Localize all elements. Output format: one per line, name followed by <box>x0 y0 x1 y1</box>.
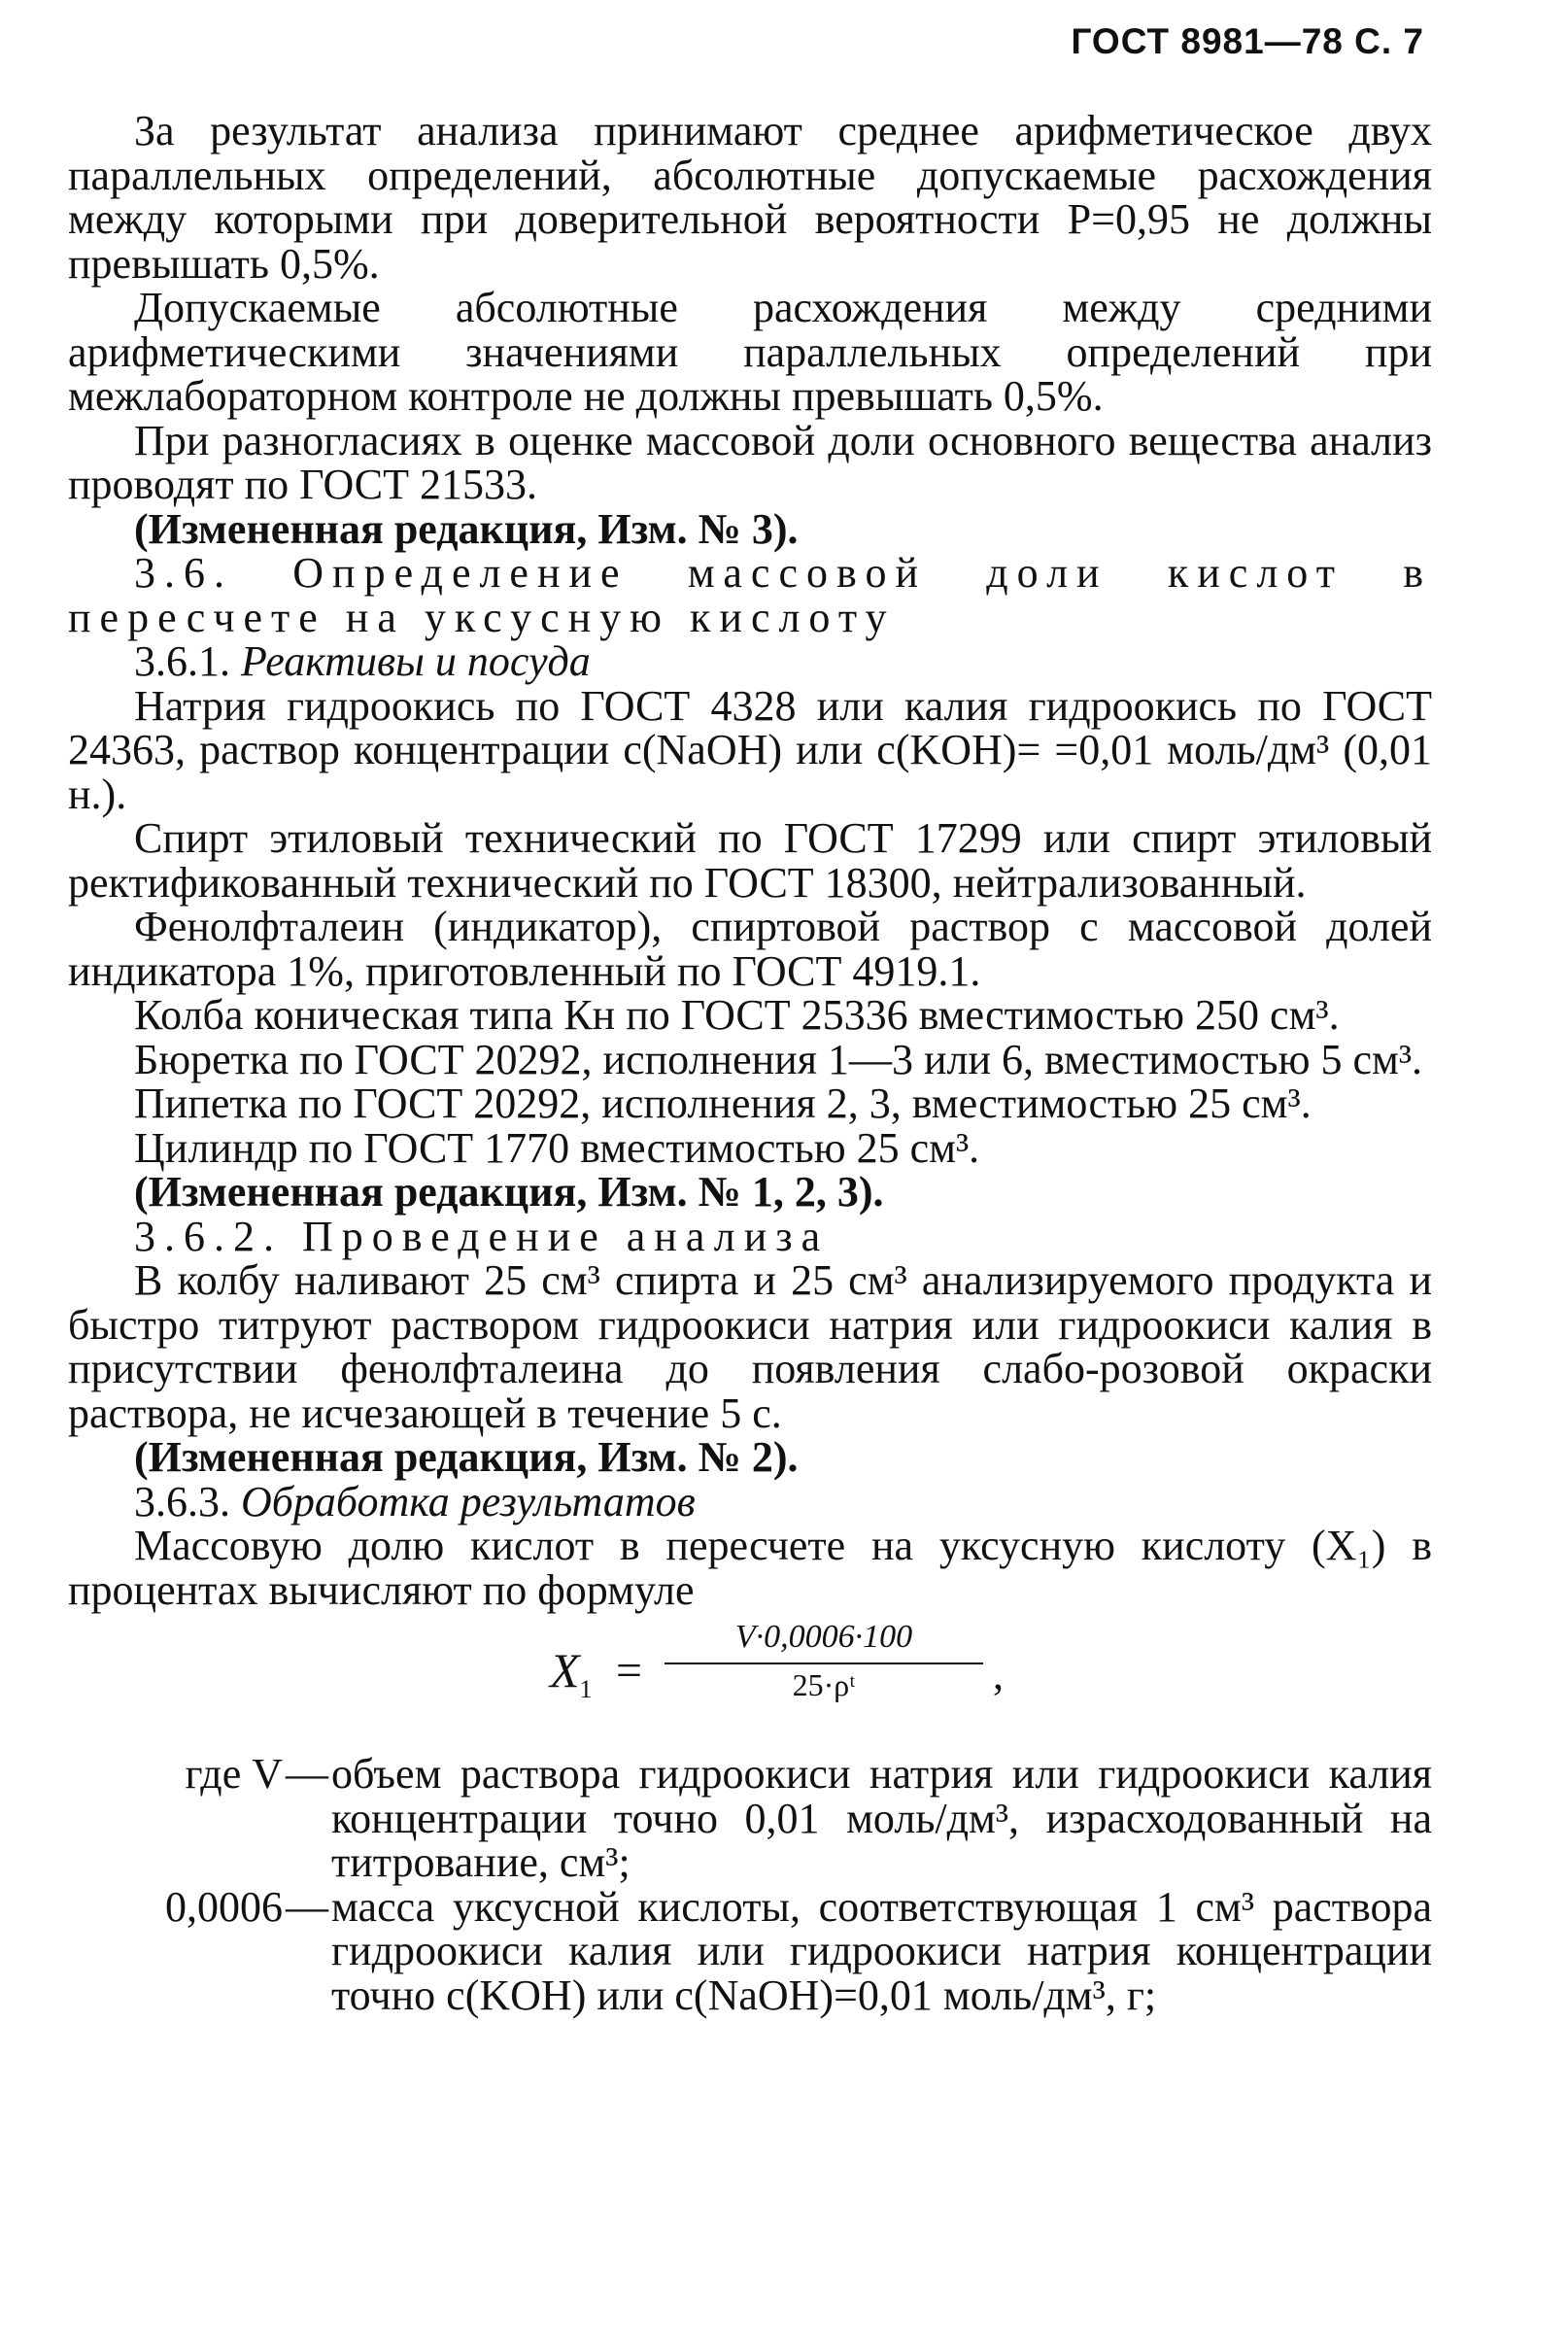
amendment-note-3: (Измененная редакция, Изм. № 3). <box>134 504 799 553</box>
formula-variable: X <box>550 1643 580 1697</box>
formula <box>68 1616 1432 1744</box>
formula-denominator: 25·ρᵗ <box>792 1667 856 1702</box>
document-body <box>68 109 1432 2017</box>
reagent-ethanol: Спирт этиловый технический по ГОСТ 17299 или спирт этиловый ректификованный технический по ГОСТ 18300, нейтрализованный. <box>68 814 1432 907</box>
subsection-number: 3.6.1. <box>134 637 230 685</box>
formula-intro: Массовую долю кислот в пересчете на уксусную кислоту (X₁) в процентах вычисляют по формуле <box>68 1522 1432 1614</box>
paragraph-disagreement: При разногласиях в оценке массовой доли основного вещества анализ проводят по ГОСТ 21533. <box>68 416 1432 508</box>
subsection-title: Обработка результатов <box>241 1477 696 1525</box>
formula-comma: , <box>993 1651 1004 1698</box>
definition-dash: — <box>286 1882 328 1931</box>
subsection-heading-3-6-1 <box>68 639 1432 684</box>
equipment-pipette: Пипетка по ГОСТ 20292, исполнения 2, 3, вместимостью 25 см³. <box>134 1080 1312 1127</box>
definition-dash: — <box>286 1750 328 1798</box>
amendment-note-1-2-3: (Измененная редакция, Изм. № 1, 2, 3). <box>134 1168 884 1216</box>
definition-symbol: где V <box>185 1750 283 1798</box>
amendment-note-2: (Измененная редакция, Изм. № 2). <box>134 1433 799 1481</box>
subsection-title: Реактивы и посуда <box>241 637 591 685</box>
formula-lhs <box>550 1643 593 1712</box>
equipment-flask: Колба коническая типа Кн по ГОСТ 25336 вместимостью 250 см³. <box>134 991 1340 1039</box>
section-heading-3-6: 3.6. Определение массовой доли кислот в пересчете на уксусную кислоту <box>68 549 1432 641</box>
definition-0-0006 <box>68 1882 1432 2019</box>
subsection-heading-3-6-3 <box>68 1477 1432 1525</box>
definition-symbol: 0,0006 <box>165 1882 283 1931</box>
analysis-procedure: В колбу наливают 25 см³ спирта и 25 см³ анализируемого продукта и быстро титруют раствором гидроокиси натрия или гидроокиси калия в присутствии фенолфталеина до появления слабо-розовой окраски раствора, не исчезающей в течение 5 с. <box>68 1256 1432 1437</box>
definition-text: масса уксусной кислоты, соответствующая 1 см³ раствора гидроокиси калия или гидроокиси натрия концентрации точно c(KOH) или c(NaOH)=0,01 моль/дм³, г; <box>331 1882 1432 2019</box>
reagent-phenolphthalein: Фенолфталеин (индикатор), спиртовой раствор с массовой долей индикатора 1%, приготовленный по ГОСТ 4919.1. <box>68 903 1432 995</box>
definition-v <box>68 1752 1432 1885</box>
equipment-cylinder: Цилиндр по ГОСТ 1770 вместимостью 25 см³. <box>134 1123 980 1172</box>
reagent-hydroxide: Натрия гидроокись по ГОСТ 4328 или калия гидроокись по ГОСТ 24363, раствор концентрации c(NaOH) или c(KOH)= =0,01 моль/дм³ (0,01 н.). <box>68 681 1432 818</box>
page-header: ГОСТ 8981—78 С. 7 <box>1071 21 1424 61</box>
equipment-burette: Бюретка по ГОСТ 20292, исполнения 1—3 или 6, вместимостью 5 см³. <box>134 1035 1423 1083</box>
formula-fraction <box>659 1616 989 1705</box>
subsection-heading-3-6-2: 3.6.2. Проведение анализа <box>134 1212 830 1260</box>
paragraph-result-average: За результат анализа принимают среднее арифметическое двух параллельных определений, абсолютные допускаемые расхождения между которыми при доверительной вероятности P=0,95 не должны превышать 0,5%. <box>68 107 1432 288</box>
formula-equals: = <box>616 1645 643 1697</box>
subsection-number: 3.6.3. <box>134 1477 230 1525</box>
formula-subscript: 1 <box>579 1675 593 1703</box>
definition-text: объем раствора гидроокиси натрия или гидроокиси калия концентрации точно 0,01 моль/дм³, израсходованный на титрование, см³; <box>331 1750 1432 1886</box>
paragraph-interlab-tolerance: Допускаемые абсолютные расхождения между средними арифметическими значениями параллельных определений при межлабораторном контроле не должны превышать 0,5%. <box>68 284 1432 420</box>
formula-numerator: V·0,0006·100 <box>734 1619 913 1655</box>
